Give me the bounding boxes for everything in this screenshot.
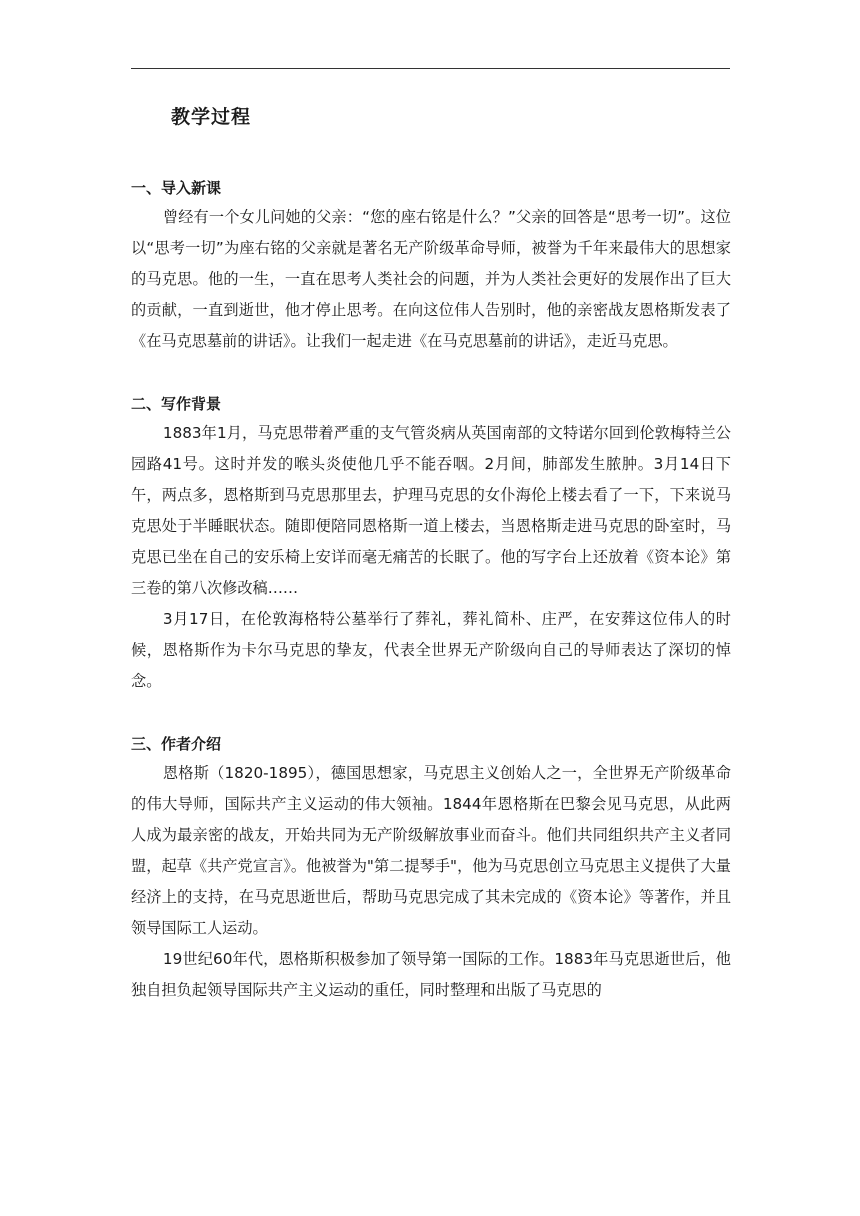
section-background [131,391,731,697]
section-intro [131,175,731,357]
paragraph: 19世纪60年代，恩格斯积极参加了领导第一国际的工作。1883年马克思逝世后，他独自担负起领导国际共产主义运动的重任，同时整理和出版了马克思的 [131,950,731,999]
section-heading: 一、导入新课 [131,179,222,197]
paragraph: 曾经有一个女儿问她的父亲：“您的座右铭是什么？”父亲的回答是“思考一切”。这位以“思考一切”为座右铭的父亲就是著名无产阶级革命导师，被誉为千年来最伟大的思想家的马克思。他的一生，一直在思考人类社会的问题，并为人类社会更好的发展作出了巨大的贡献，一直到逝世，他才停止思考。在向这位伟人告别时，他的亲密战友恩格斯发表了《在马克思墓前的讲话》。让我们一起走进《在马克思墓前的讲话》，走近马克思。 [131,208,731,350]
section-author [131,731,731,1006]
section-gap [131,697,731,731]
section-heading: 二、写作背景 [131,395,222,413]
section-gap [131,357,731,391]
paragraph: 恩格斯（1820-1895），德国思想家，马克思主义创始人之一，全世界无产阶级革命的伟大导师，国际共产主义运动的伟大领袖。1844年恩格斯在巴黎会见马克思，从此两人成为最亲密的战友，开始共同为无产阶级解放事业而奋斗。他们共同组织共产主义者同盟，起草《共产党宣言》。他被誉为"第二提琴手"，他为马克思创立马克思主义提供了大量经济上的支持，在马克思逝世后，帮助马克思完成了其未完成的《资本论》等著作，并且领导国际工人运动。 [131,764,731,937]
paragraph: 3月17日，在伦敦海格特公墓举行了葬礼，葬礼简朴、庄严，在安葬这位伟人的时候，恩格斯作为卡尔马克思的挚友，代表全世界无产阶级向自己的导师表达了深切的悼念。 [131,610,731,690]
header-rule [131,68,730,69]
section-heading: 三、作者介绍 [131,735,222,753]
page-title: 教学过程 [171,106,252,128]
document-body [131,175,731,1006]
paragraph: 1883年1月，马克思带着严重的支气管炎病从英国南部的文特诺尔回到伦敦梅特兰公园路41号。这时并发的喉头炎使他几乎不能吞咽。2月间，肺部发生脓肿。3月14日下午，两点多，恩格斯到马克思那里去，护理马克思的女仆海伦上楼去看了一下，下来说马克思处于半睡眠状态。随即便陪同恩格斯一道上楼去，当恩格斯走进马克思的卧室时，马克思已坐在自己的安乐椅上安详而毫无痛苦的长眠了。他的写字台上还放着《资本论》第三卷的第八次修改稿…… [131,424,731,597]
